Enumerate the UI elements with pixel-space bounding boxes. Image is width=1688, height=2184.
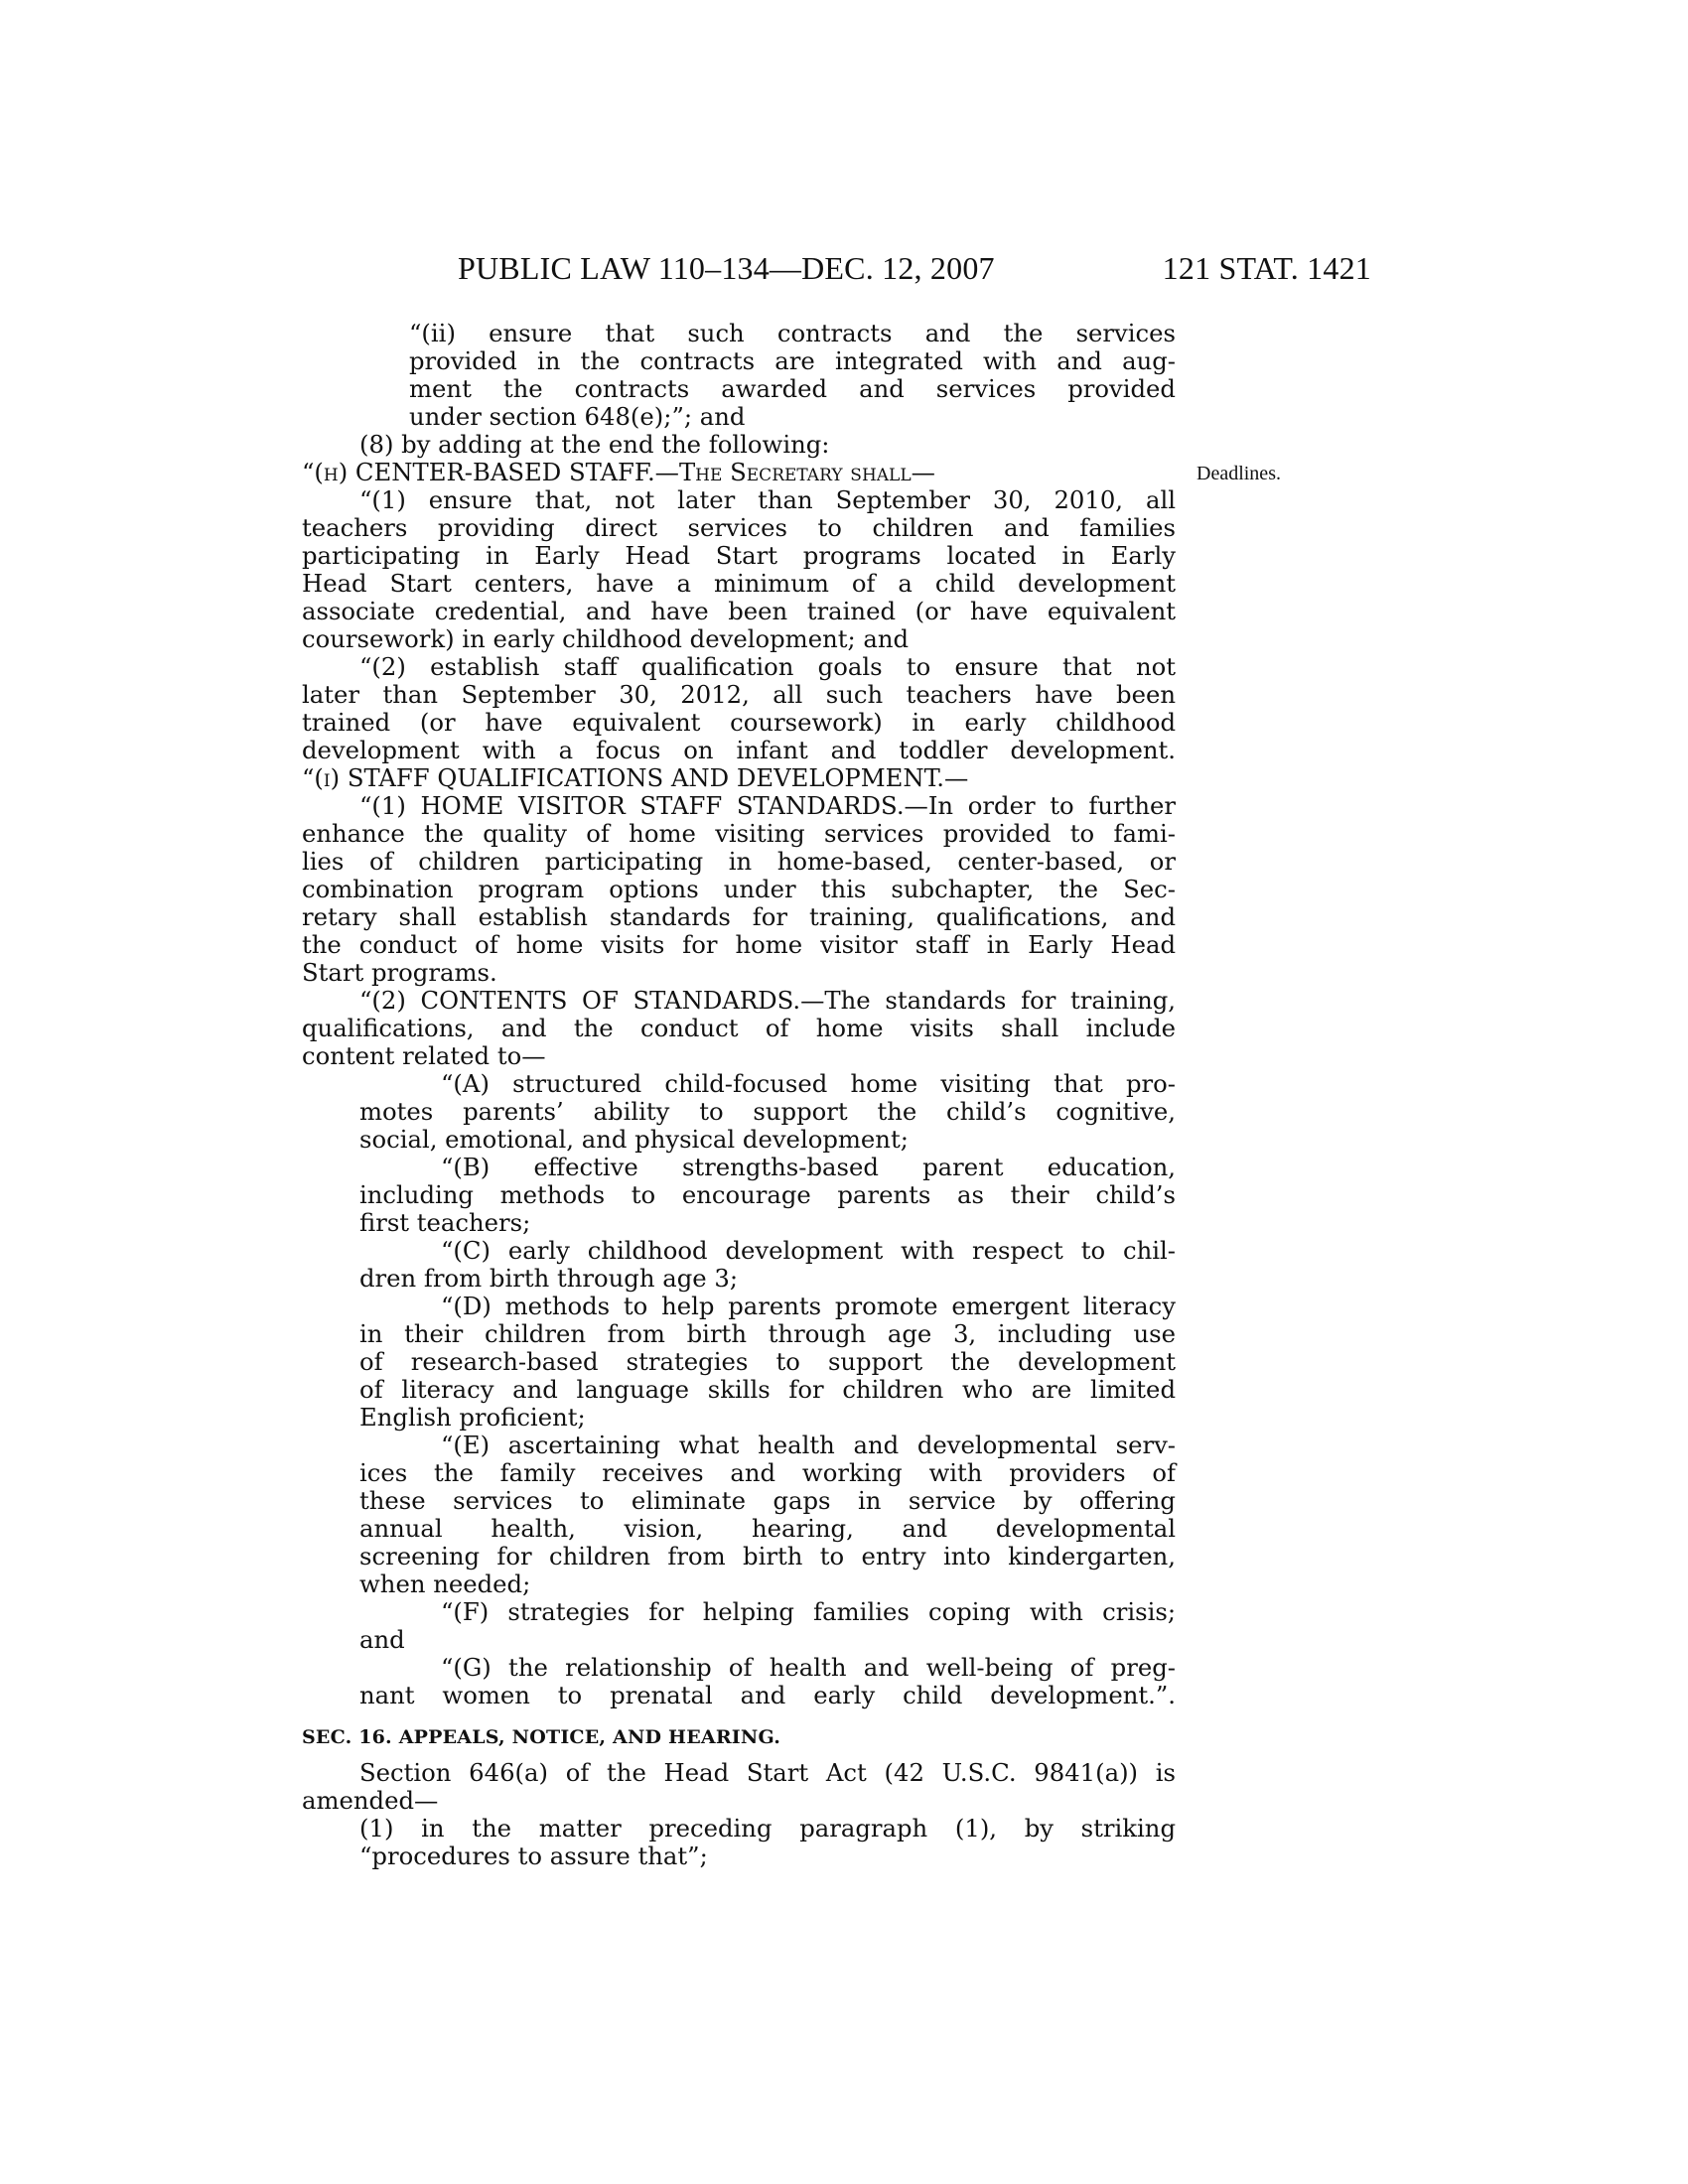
text-line: participating in Early Head Start programs located in Early	[302, 541, 1176, 570]
text-line: “(B) effective strengths-based parent education,	[441, 1153, 1176, 1181]
text-line: combination program options under this subchapter, the Sec-	[302, 875, 1176, 903]
text-line: Head Start centers, have a minimum of a child development	[302, 569, 1176, 598]
text-line: content related to—	[302, 1041, 546, 1070]
text-line: Section 646(a) of the Head Start Act (42 U.S.C. 9841(a)) is	[359, 1758, 1176, 1787]
text-line: when needed;	[359, 1570, 531, 1598]
text-line: ment the contracts awarded and services provided	[409, 374, 1176, 403]
margin-note-deadlines: Deadlines.	[1196, 463, 1281, 484]
text-line: annual health, vision, hearing, and developmental	[359, 1514, 1176, 1543]
text-line: English proficient;	[359, 1403, 586, 1432]
text-line: of research-based strategies to support the development	[359, 1347, 1176, 1376]
statute-body	[302, 320, 1176, 1870]
text-line: and	[359, 1625, 405, 1654]
text-line: “(2) establish staff qualification goals to ensure that not	[359, 652, 1176, 681]
subsection-heading-i: “(i) STAFF QUALIFICATIONS AND DEVELOPMENT.—	[302, 763, 969, 792]
text-line: “(2) CONTENTS OF STANDARDS.—The standards for training,	[359, 986, 1176, 1015]
text-line: the conduct of home visits for home visitor staff in Early Head	[302, 930, 1176, 959]
text-line: nant women to prenatal and early child development.”.	[359, 1681, 1176, 1709]
text-line: retary shall establish standards for training, qualifications, and	[302, 902, 1176, 931]
text-line: “procedures to assure that”;	[359, 1842, 708, 1870]
text-line: social, emotional, and physical development;	[359, 1125, 909, 1154]
text-line: Start programs.	[302, 958, 497, 987]
text-line: “(D) methods to help parents promote emergent literacy	[441, 1292, 1176, 1320]
text-line: of literacy and language skills for children who are limited	[359, 1375, 1176, 1404]
text-line: dren from birth through age 3;	[359, 1264, 739, 1293]
text-line: associate credential, and have been trained (or have equivalent	[302, 597, 1176, 625]
text-line: enhance the quality of home visiting services provided to fami-	[302, 819, 1176, 848]
text-line: (8) by adding at the end the following:	[359, 430, 830, 459]
text-line: “(ii) ensure that such contracts and the services	[409, 319, 1176, 347]
text-line: teachers providing direct services to children and families	[302, 513, 1176, 542]
text-line: coursework) in early childhood development; and	[302, 624, 910, 653]
subsection-heading-h: “(h) CENTER-BASED STAFF.—The Secretary shall—	[302, 458, 935, 486]
text-line: amended—	[302, 1786, 439, 1815]
text-line: qualifications, and the conduct of home visits shall include	[302, 1014, 1176, 1042]
running-head	[458, 250, 1371, 290]
text-line: provided in the contracts are integrated with and aug-	[409, 346, 1176, 375]
text-line: “(G) the relationship of health and well-being of preg-	[441, 1653, 1176, 1682]
text-line: “(F) strategies for helping families coping with crisis;	[441, 1597, 1176, 1626]
section-heading: SEC. 16. APPEALS, NOTICE, AND HEARING.	[302, 1726, 781, 1748]
text-line: ices the family receives and working with providers of	[359, 1458, 1176, 1487]
text-line: first teachers;	[359, 1208, 531, 1237]
text-line: “(1) ensure that, not later than September 30, 2010, all	[359, 485, 1176, 514]
text-line: (1) in the matter preceding paragraph (1), by striking	[359, 1814, 1176, 1843]
text-line: later than September 30, 2012, all such teachers have been	[302, 680, 1176, 709]
text-line: “(E) ascertaining what health and developmental serv-	[441, 1431, 1176, 1459]
text-line: “(1) HOME VISITOR STAFF STANDARDS.—In order to further	[359, 791, 1176, 820]
text-line: development with a focus on infant and toddler development.	[302, 736, 1176, 764]
stat-page-number: 121 STAT. 1421	[1162, 250, 1371, 286]
law-title: PUBLIC LAW 110–134—DEC. 12, 2007	[458, 250, 995, 286]
text-line: including methods to encourage parents as their child’s	[359, 1180, 1176, 1209]
text-line: “(A) structured child-focused home visiting that pro-	[441, 1069, 1176, 1098]
text-line: lies of children participating in home-based, center-based, or	[302, 847, 1176, 876]
text-line: these services to eliminate gaps in service by offering	[359, 1486, 1176, 1515]
text-line: in their children from birth through age 3, including use	[359, 1319, 1176, 1348]
text-line: under section 648(e);”; and	[409, 402, 746, 431]
text-line: “(C) early childhood development with respect to chil-	[441, 1236, 1176, 1265]
text-line: motes parents’ ability to support the child’s cognitive,	[359, 1097, 1176, 1126]
text-line: screening for children from birth to entry into kindergarten,	[359, 1542, 1176, 1570]
text-line: trained (or have equivalent coursework) in early childhood	[302, 708, 1176, 737]
